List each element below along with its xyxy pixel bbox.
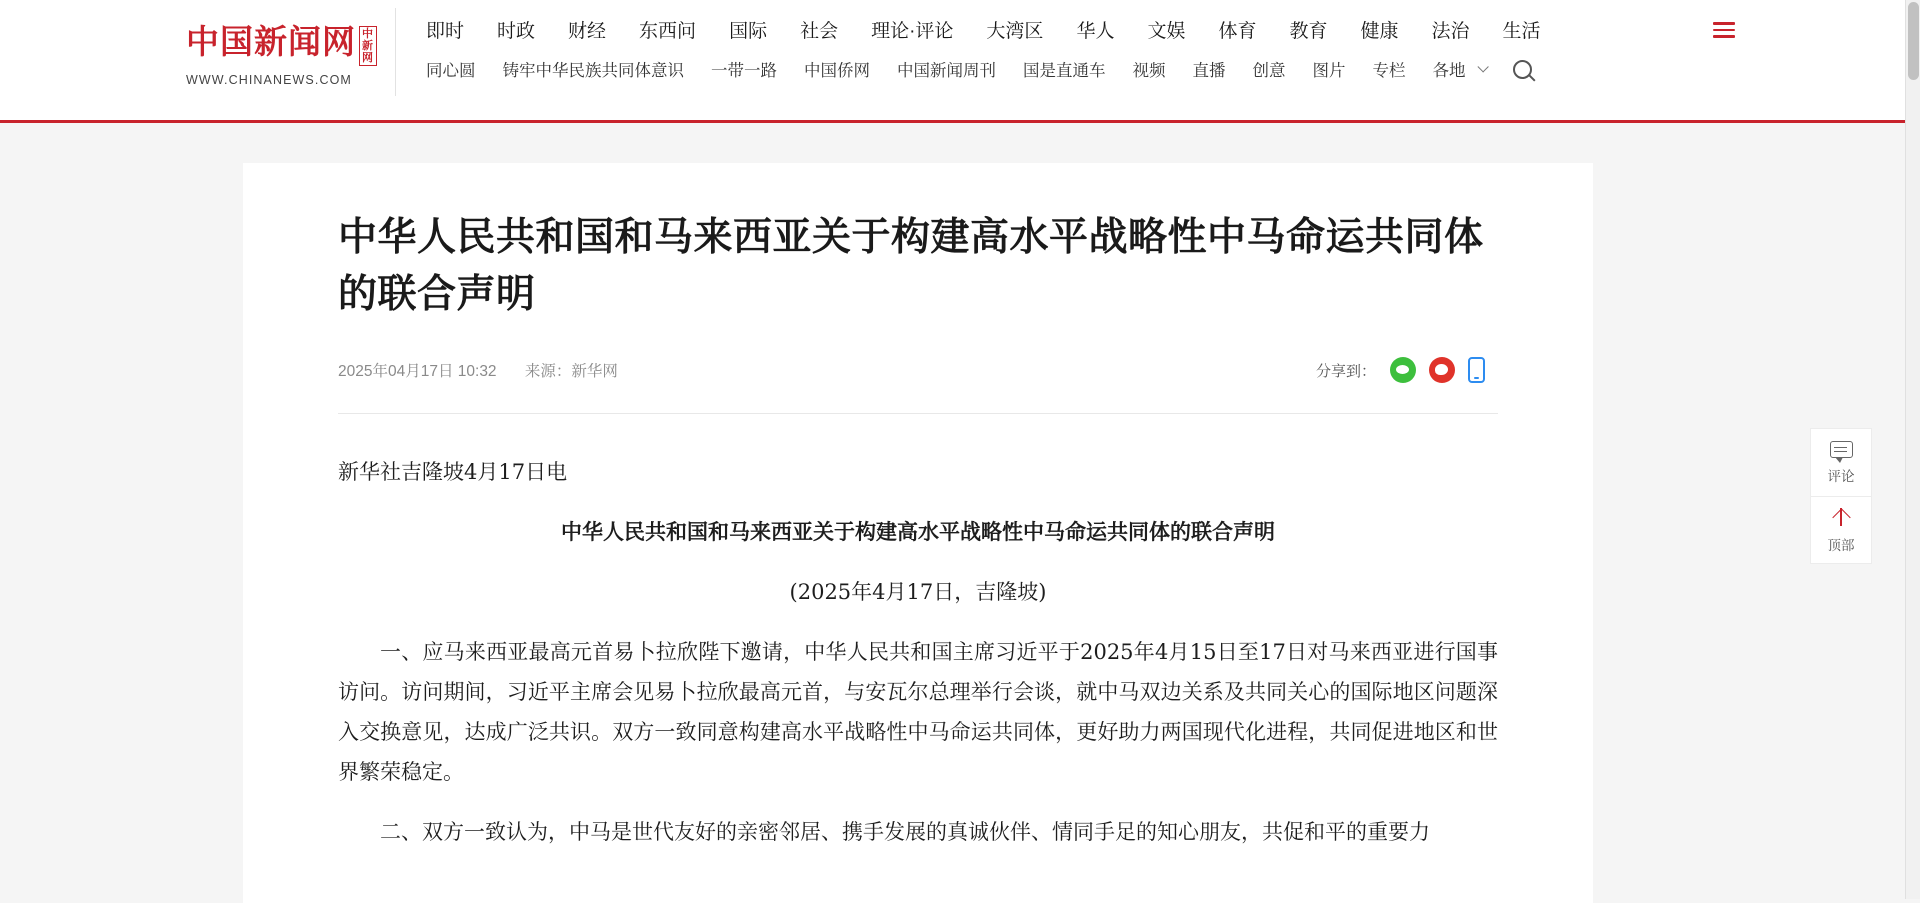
back-to-top-label: 顶部: [1827, 537, 1855, 553]
article-container: [243, 163, 1593, 903]
hamburger-menu-icon[interactable]: [1713, 22, 1735, 38]
nav-item-guoshizhitongche[interactable]: 国是直通车: [1023, 62, 1106, 80]
nav-item-tongxinyuan[interactable]: 同心圆: [426, 62, 476, 80]
nav-item-jiankang[interactable]: 健康: [1360, 21, 1399, 42]
page-body: [0, 123, 1920, 899]
logo-url: WWW.CHINANEWS.COM: [186, 73, 352, 87]
nav-item-jishi[interactable]: 即时: [426, 21, 465, 42]
wechat-share-icon[interactable]: [1390, 357, 1416, 383]
comment-button[interactable]: [1810, 428, 1872, 496]
article-source: 来源：新华网: [524, 363, 618, 380]
article-meta: [338, 323, 1498, 414]
nav-item-tupian[interactable]: 图片: [1312, 62, 1346, 80]
nav-item-tiyu[interactable]: 体育: [1218, 21, 1257, 42]
logo-badge: [359, 26, 377, 66]
article-paragraph: 一、应马来西亚最高元首易卜拉欣陛下邀请，中华人民共和国主席习近平于2025年4月15日至17日对马来西亚进行国事访问。访问期间，习近平主席会见易卜拉欣最高元首，与安瓦尔总理举行会谈，就中马双边关系及共同关心的国际地区问题深入交换意见，达成广泛共识。双方一致同意构建高水平战略性中马命运共同体，更好助力两国现代化进程，共同促进地区和世界繁荣稳定。: [338, 640, 1498, 784]
nav-item-zhongguoqiaowang[interactable]: 中国侨网: [804, 62, 870, 80]
nav-item-fazhi[interactable]: 法治: [1431, 21, 1470, 42]
nav-item-chuangyi[interactable]: 创意: [1252, 62, 1286, 80]
logo-badge-line2: 新: [362, 39, 374, 52]
top-arrow-icon: [1831, 507, 1851, 527]
share-label: 分享到：: [1315, 362, 1376, 380]
nav-item-guoji[interactable]: 国际: [729, 21, 768, 42]
nav-item-jiaoyu[interactable]: 教育: [1289, 21, 1328, 42]
search-icon[interactable]: [1513, 60, 1532, 79]
article-paragraph: 二、双方一致认为，中马是世代友好的亲密邻居、携手发展的真诚伙伴、情同手足的知心朋友，共促和平的重要力: [380, 820, 1430, 844]
meta-left: [338, 359, 618, 381]
logo-text: [186, 22, 395, 66]
floating-action-rail: [1810, 428, 1872, 564]
logo-title: 中国新闻网: [186, 22, 356, 61]
mobile-share-icon[interactable]: [1468, 357, 1485, 383]
nav-item-zhibo[interactable]: 直播: [1192, 62, 1226, 80]
nav-item-zhulao[interactable]: 铸牢中华民族共同体意识: [502, 62, 684, 80]
site-logo[interactable]: [186, 8, 396, 96]
logo-badge-line1: 中: [362, 27, 374, 40]
weibo-share-icon[interactable]: [1429, 357, 1455, 383]
nav-item-lilunpinglun[interactable]: 理论·评论: [871, 21, 954, 42]
nav-item-shipin[interactable]: 视频: [1132, 62, 1166, 80]
page-scrollbar[interactable]: [1905, 0, 1920, 899]
nav-row-secondary: [426, 57, 1920, 81]
nav-item-shehui[interactable]: 社会: [800, 21, 839, 42]
logo-badge-line3: 网: [362, 51, 374, 64]
main-navigation: [396, 0, 1920, 81]
article-content: [338, 414, 1498, 852]
nav-item-dawanqu[interactable]: 大湾区: [986, 21, 1044, 42]
nav-item-huaren[interactable]: 华人: [1076, 21, 1115, 42]
nav-item-yidaiyilu[interactable]: 一带一路: [711, 62, 777, 80]
page-title: 中华人民共和国和马来西亚关于构建高水平战略性中马命运共同体的联合声明: [338, 214, 1484, 317]
article-heading: 中华人民共和国和马来西亚关于构建高水平战略性中马命运共同体的联合声明: [561, 519, 1275, 544]
comment-icon: [1830, 441, 1853, 458]
chevron-down-icon[interactable]: [1477, 61, 1488, 72]
share-bar: [1316, 357, 1498, 383]
scrollbar-thumb[interactable]: [1908, 2, 1919, 80]
article-subheading: (2025年4月17日，吉隆坡): [789, 580, 1047, 604]
nav-item-caijing[interactable]: 财经: [568, 21, 607, 42]
nav-item-wenyu[interactable]: 文娱: [1147, 21, 1186, 42]
nav-item-dongxiwen[interactable]: 东西问: [639, 21, 697, 42]
nav-item-gedi[interactable]: 各地: [1432, 62, 1466, 80]
nav-row-primary: [426, 16, 1920, 43]
article-dateline: 新华社吉隆坡4月17日电: [338, 460, 568, 484]
nav-item-shizheng[interactable]: 时政: [497, 21, 536, 42]
nav-item-shenghuo[interactable]: 生活: [1502, 21, 1541, 42]
nav-item-zhuanlan[interactable]: 专栏: [1372, 62, 1406, 80]
publish-date: 2025年04月17日 10:32: [338, 363, 497, 380]
back-to-top-button[interactable]: [1810, 496, 1872, 564]
site-header: [0, 0, 1920, 123]
comment-label: 评论: [1827, 468, 1855, 484]
nav-item-zhoukan[interactable]: 中国新闻周刊: [897, 62, 996, 80]
